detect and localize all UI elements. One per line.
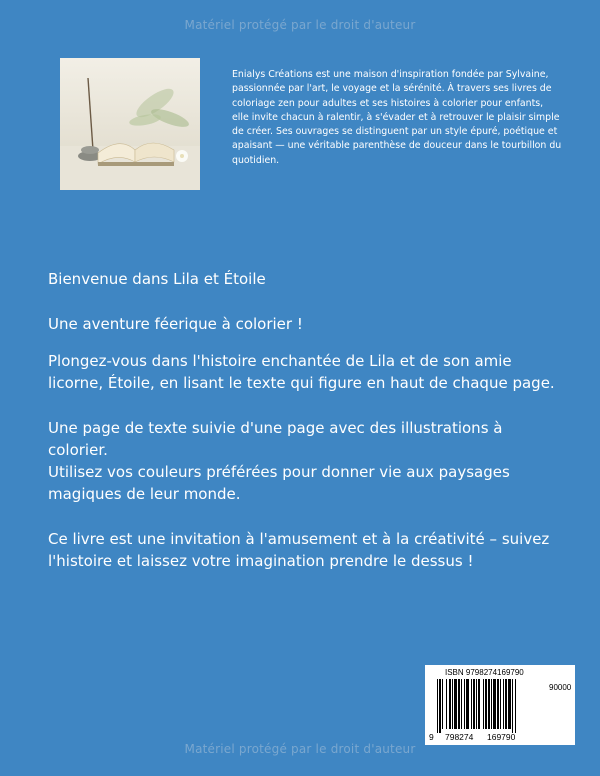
barcode-bar (500, 679, 501, 729)
barcode-digit-first: 9 (429, 732, 434, 742)
price-code: 90000 (549, 683, 572, 692)
barcode-bar (485, 679, 487, 729)
barcode-bar (493, 679, 496, 729)
isbn-label: ISBN 9798274169790 (445, 668, 524, 677)
barcode-bar (505, 679, 507, 729)
barcode-bar (508, 679, 511, 729)
barcode-bar (446, 679, 447, 729)
book-photo (60, 58, 200, 190)
barcode-bar (452, 679, 453, 729)
layout-paragraph: Une page de texte suivie d'une page avec des illustrations à colorier. (48, 419, 503, 459)
barcode-bar (497, 679, 499, 729)
barcode-bar (464, 679, 465, 729)
barcode-bar (483, 679, 484, 729)
barcode-bar (466, 679, 469, 729)
barcode-bar (449, 679, 451, 729)
isbn-barcode (425, 665, 575, 745)
barcode-bar (512, 679, 513, 733)
barcode-bar (458, 679, 460, 729)
story-paragraph: Plongez-vous dans l'histoire enchantée de Lila et de son amie licorne, Étoile, en lisant le texte qui figure en haut de chaque page. (48, 352, 555, 392)
barcode-bar (515, 679, 516, 733)
barcode-bar (437, 679, 438, 733)
barcode-bar (478, 679, 480, 729)
barcode-bar (461, 679, 462, 729)
colors-paragraph: Utilisez vos couleurs préférées pour donner vie aux paysages magiques de leur monde. (48, 463, 510, 503)
barcode-bar (476, 679, 477, 729)
copyright-watermark-top: Matériel protégé par le droit d'auteur (184, 18, 416, 32)
barcode-digit-group1: 798274 (445, 732, 474, 742)
tagline: Une aventure féerique à colorier ! (48, 315, 303, 333)
barcode-bar (473, 679, 475, 729)
publisher-description: Enialys Créations est une maison d'inspiration fondée par Sylvaine, passionnée par l'art, le voyage et la sérénité. À travers ses livres de coloriage zen pour adultes et ses histoires à colorier pour enfants, elle invite chacun à ralentir, à s'évader et à retrouver le plaisir simple de créer. Ses ouvrages se distinguent par un style épuré, poétique et apaisant — une véritable parenthèse de douceur dans le tourbillon du quotidien. (232, 69, 562, 166)
barcode-bar (454, 679, 457, 729)
book-photo-illustration (60, 58, 200, 190)
barcode-bar (471, 679, 472, 729)
barcode-bar (488, 679, 490, 729)
barcode-bar (439, 679, 441, 733)
barcode-bar (491, 679, 492, 729)
barcode-bar (503, 679, 504, 729)
invitation-paragraph: Ce livre est une invitation à l'amusement et à la créativité – suivez l'histoire et laissez votre imagination prendre le dessus ! (48, 530, 550, 570)
barcode-bar (442, 679, 443, 729)
welcome-line: Bienvenue dans Lila et Étoile (48, 270, 266, 288)
barcode-digit-group2: 169790 (487, 732, 516, 742)
copyright-watermark-bottom: Matériel protégé par le droit d'auteur (184, 742, 416, 756)
